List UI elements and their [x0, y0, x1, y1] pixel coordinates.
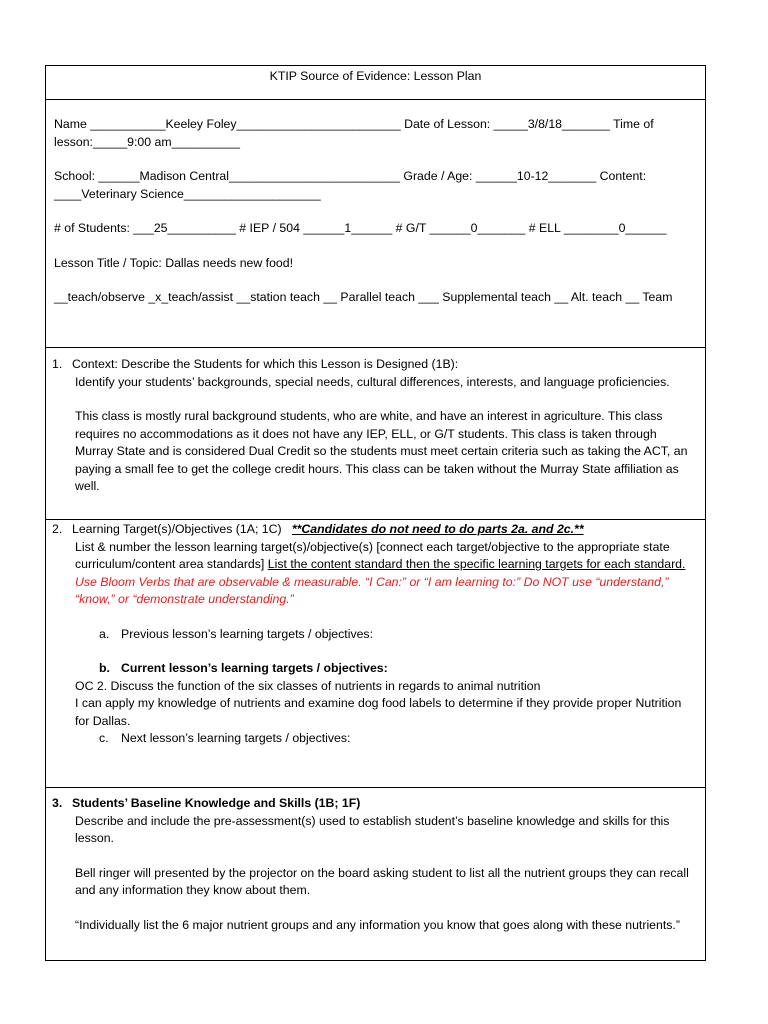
current-lesson-letter: b. [99, 661, 110, 675]
context-number: 1. [52, 357, 63, 371]
objectives-number: 2. [52, 522, 63, 536]
objectives-instruction-underlined: List the content standard then the specific learning targets for each standard. [267, 557, 686, 571]
previous-lesson-item [52, 626, 697, 644]
i-can-statement: I can apply my knowledge of nutrients and examine dog food labels to determine if they provide proper Nutrition for Dallas. [75, 696, 682, 728]
current-lesson-label: Current lesson’s learning targets / objectives: [121, 661, 388, 675]
next-lesson-item [52, 730, 697, 748]
current-lesson-item [52, 660, 697, 678]
bloom-verbs-note: Use Bloom Verbs that are observable & measurable. “I Can:” or “I am learning to:” Do NOT use “understand,” “know,” or “demonstrate understanding.” [75, 574, 669, 606]
context-instruction: Identify your students’ backgrounds, special needs, cultural differences, interests, and language proficiencies. [75, 374, 670, 389]
next-lesson-label: Next lesson’s learning targets / objectives: [121, 731, 351, 745]
form-title-row [46, 66, 705, 100]
objectives-instruction-plain: List & number the lesson learning target(s)/objective(s) [connect each target/objective to the appropriate state curriculum/content area standards] [75, 539, 670, 571]
context-body: This class is mostly rural background students, who are white, and have an interest in agriculture. This class requires no accommodations as it does not have any IEP, ELL, or G/T students. This class is taken through Murray State and is considered Dual Credit so the students must meet certain criteria such as taking the ACT, an paying a small fee to get the college credit hours. This class can be taken without the Murray State affiliation as well. [75, 409, 688, 493]
objectives-instruction [52, 539, 697, 609]
baseline-section [46, 788, 705, 960]
bell-ringer-description: Bell ringer will presented by the projector on the board asking student to list all the nutrient groups they can recall and any information they know about them. [75, 865, 689, 897]
next-lesson-letter: c. [99, 731, 109, 745]
context-heading-line [52, 356, 697, 374]
objectives-heading-line [52, 521, 697, 539]
oc-objective: OC 2. Discuss the function of the six classes of nutrients in regards to animal nutrition [75, 678, 541, 693]
context-section [46, 348, 705, 520]
teaching-model-line: __teach/observe _x_teach/assist __station teach __ Parallel teach ___ Supplemental teach __ Alt. teach __ Team [54, 290, 673, 304]
bell-ringer-prompt: “Individually list the 6 major nutrient groups and any information you know that goes along with these nutrients.” [75, 917, 680, 932]
form-title: KTIP Source of Evidence: Lesson Plan [269, 69, 482, 83]
lesson-plan-form [45, 65, 706, 961]
previous-lesson-letter: a. [99, 626, 110, 641]
school-grade-content-line: School: ______Madison Central_________________________ Grade / Age: ______10-12_______ Content: ____Veterinary Science____________________ [54, 169, 647, 201]
baseline-instruction: Describe and include the pre-assessment(s) used to establish student’s baseline knowledge and skills for this lesson. [75, 813, 670, 845]
context-heading: Context: Describe the Students for which this Lesson is Designed (1B): [72, 357, 459, 371]
previous-lesson-label: Previous lesson’s learning targets / objectives: [121, 626, 373, 641]
baseline-heading-line [52, 795, 697, 813]
student-counts-line: # of Students: ___25__________ # IEP / 504 ______1______ # G/T ______0_______ # ELL ________0______ [54, 221, 667, 235]
lesson-title-line: Lesson Title / Topic: Dallas needs new food! [54, 255, 294, 270]
objectives-heading: Learning Target(s)/Objectives (1A; 1C) [72, 522, 282, 536]
objectives-section [46, 520, 705, 788]
baseline-number: 3. [52, 796, 63, 810]
baseline-heading: Students’ Baseline Knowledge and Skills (1B; 1F) [72, 796, 361, 810]
candidates-note: **Candidates do not need to do parts 2a. and 2c.** [291, 522, 584, 536]
name-date-time-line: Name ___________Keeley Foley________________________ Date of Lesson: _____3/8/18_______ Time of lesson:_____9:00 am__________ [54, 117, 654, 149]
lesson-info-section [46, 100, 705, 348]
